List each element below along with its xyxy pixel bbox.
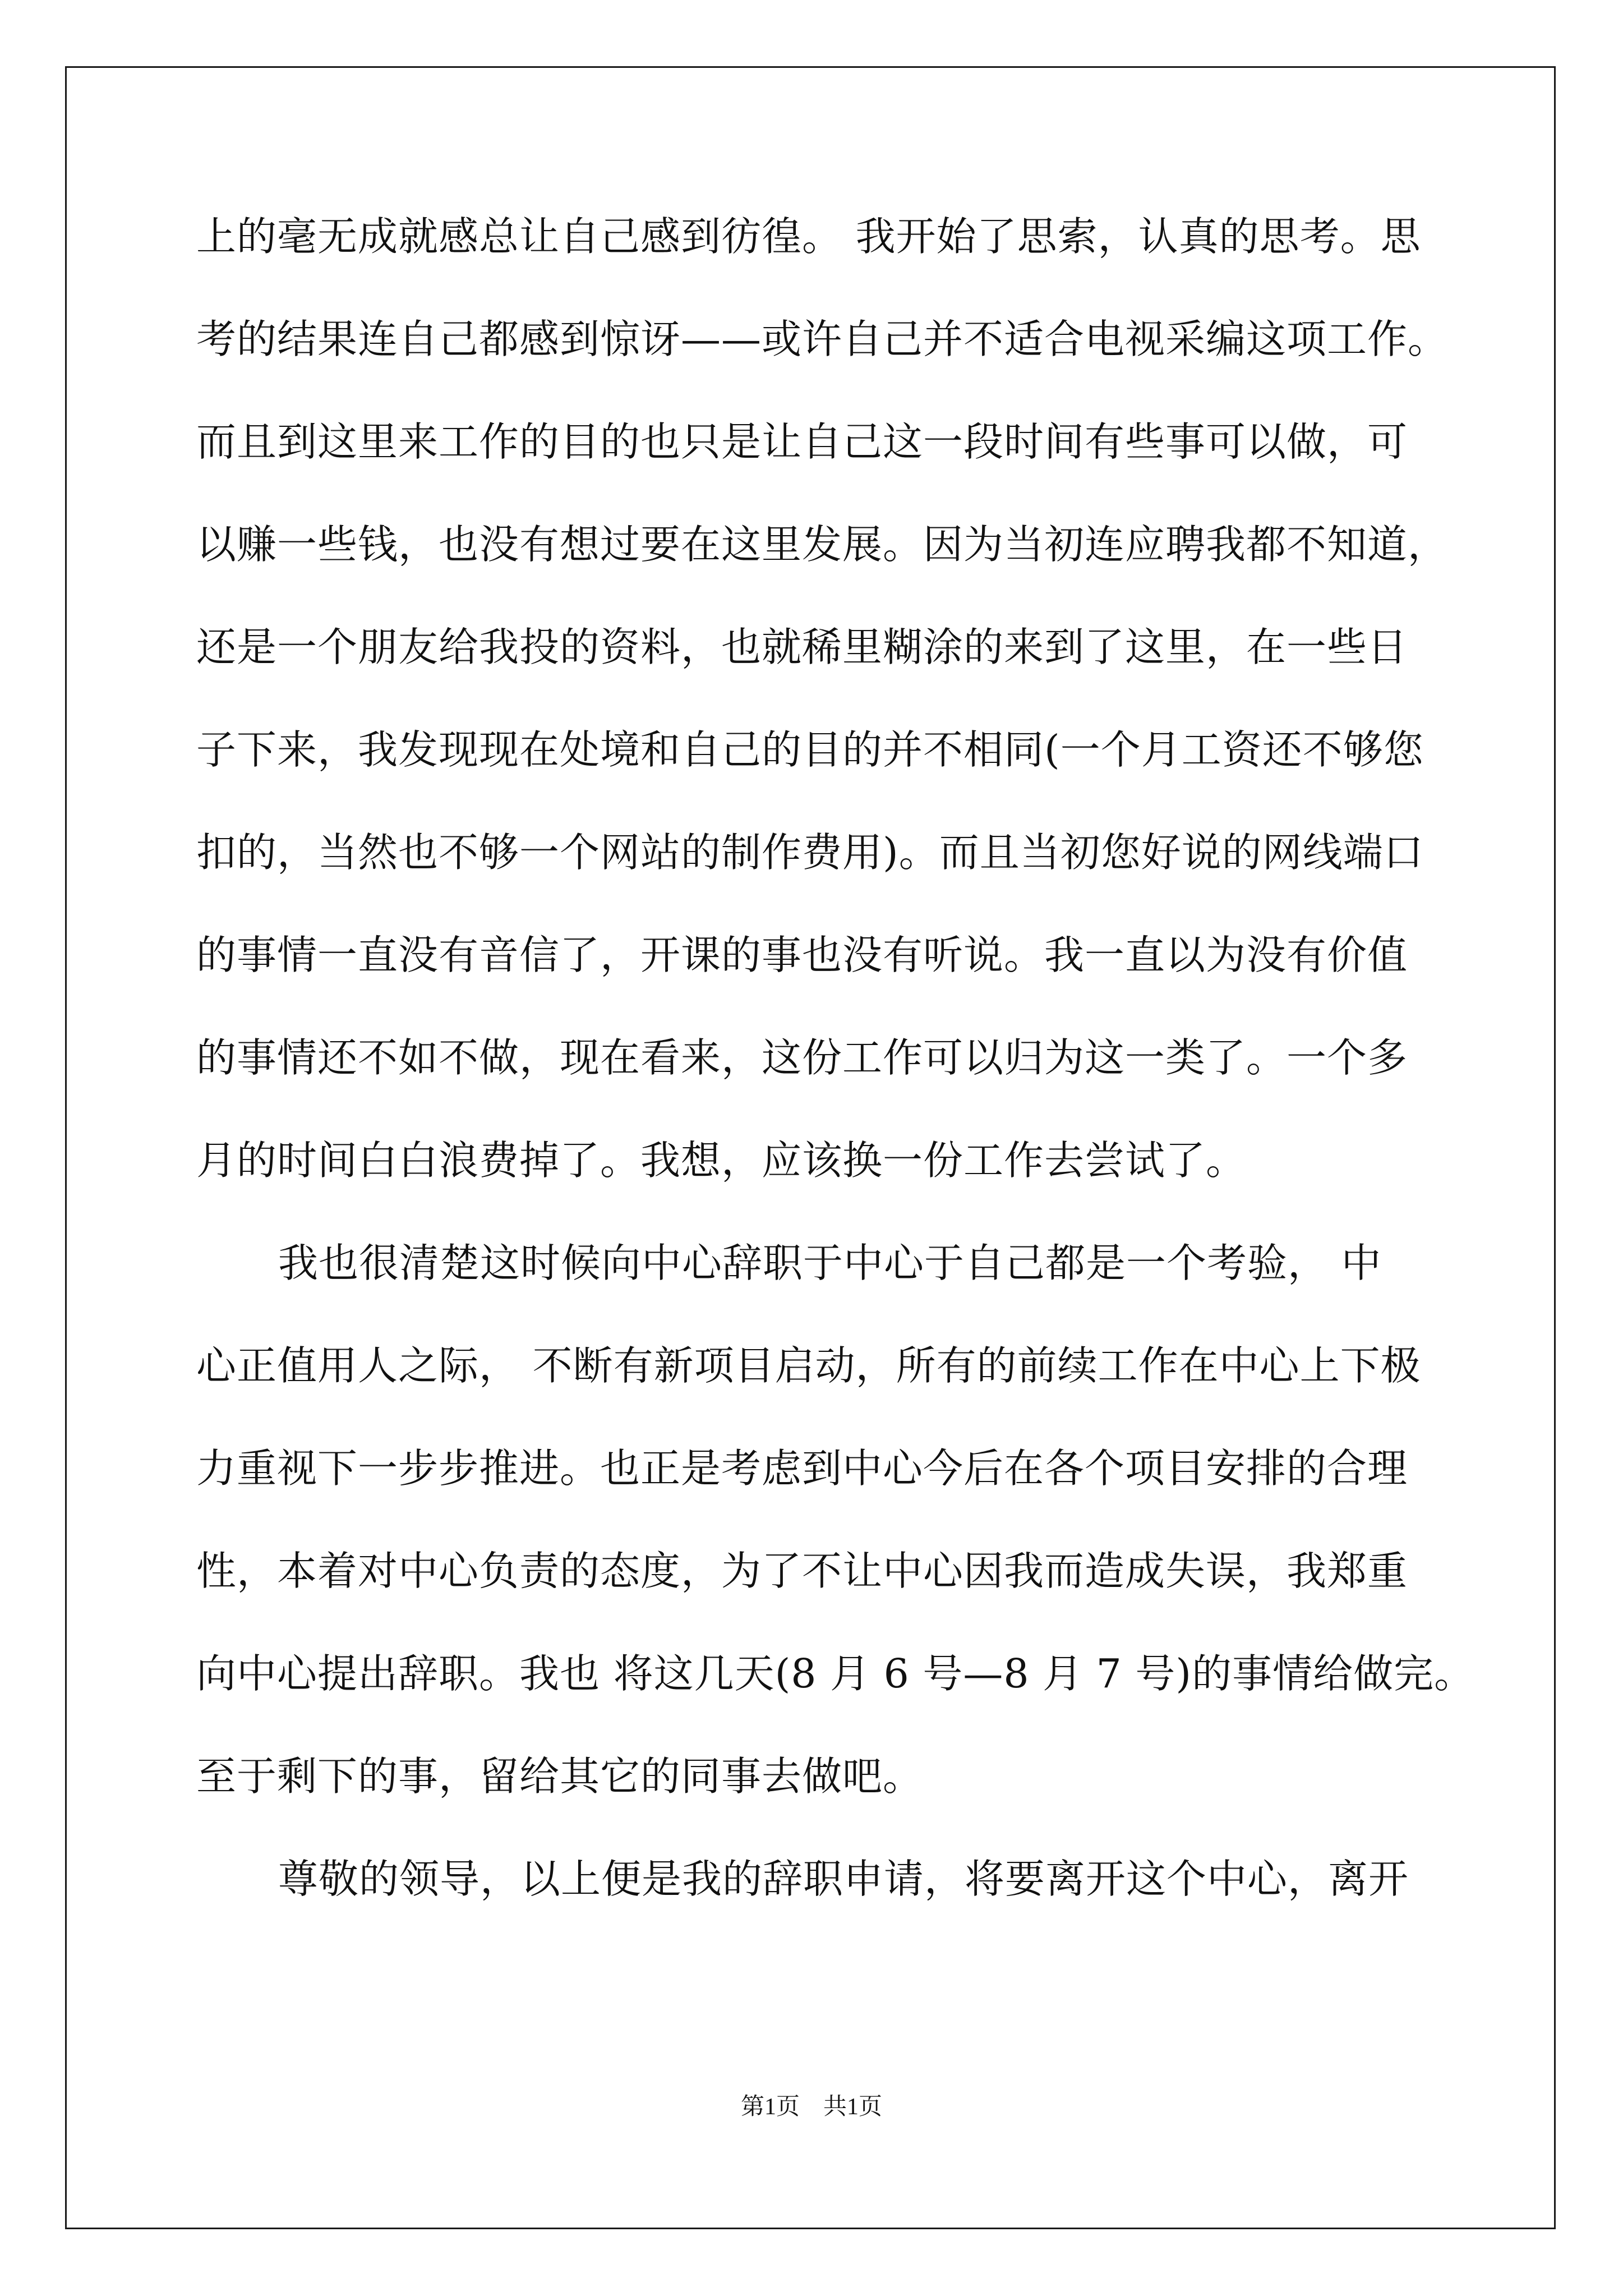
text-line: 上的毫无成就感总让自己感到彷徨。 我开始了思索，认真的思考。思 (196, 213, 1421, 260)
text-line: 力重视下一步步推进。也正是考虑到中心今后在各个项目安排的合理 (196, 1445, 1408, 1492)
text-line: 月的时间白白浪费掉了。我想，应该换一份工作去尝试了。 (196, 1137, 1247, 1184)
text-line: 向中心提出辞职。我也 将这几天(8 月 6 号—8 月 7 号)的事情给做完。 (196, 1650, 1475, 1697)
text-line: 以赚一些钱，也没有想过要在这里发展。因为当初连应聘我都不知道， (196, 521, 1449, 568)
text-line: 还是一个朋友给我投的资料，也就稀里糊涂的来到了这里，在一些日 (196, 624, 1408, 670)
text-line: 子下来，我发现现在处境和自己的目的并不相同(一个月工资还不够您 (196, 726, 1424, 773)
text-line: 性，本着对中心负责的态度，为了不让中心因我而造成失误，我郑重 (196, 1548, 1408, 1594)
text-line: 扣的，当然也不够一个网站的制作费用)。而且当初您好说的网线端口 (196, 829, 1424, 876)
document-body (196, 209, 1475, 1954)
text-line: 至于剩下的事，留给其它的同事去做吧。 (196, 1753, 924, 1800)
paragraph-start-line: 我也很清楚这时候向中心辞职于中心于自己都是一个考验， 中 (278, 1240, 1382, 1286)
text-line: 考的结果连自己都感到惊讶——或许自己并不适合电视采编这项工作。 (196, 316, 1449, 362)
text-line: 的事情还不如不做，现在看来，这份工作可以归为这一类了。一个多 (196, 1034, 1408, 1081)
text-line: 的事情一直没有音信了，开课的事也没有听说。我一直以为没有价值 (196, 932, 1408, 978)
text-line: 而且到这里来工作的目的也只是让自己这一段时间有些事可以做，可 (196, 418, 1408, 465)
paragraph-start-line: 尊敬的领导，以上便是我的辞职申请，将要离开这个中心，离开 (278, 1856, 1409, 1902)
text-line: 心正值用人之际， 不断有新项目启动，所有的前续工作在中心上下极 (196, 1342, 1421, 1389)
page-footer: 第1页 共1页 (740, 2094, 882, 2120)
